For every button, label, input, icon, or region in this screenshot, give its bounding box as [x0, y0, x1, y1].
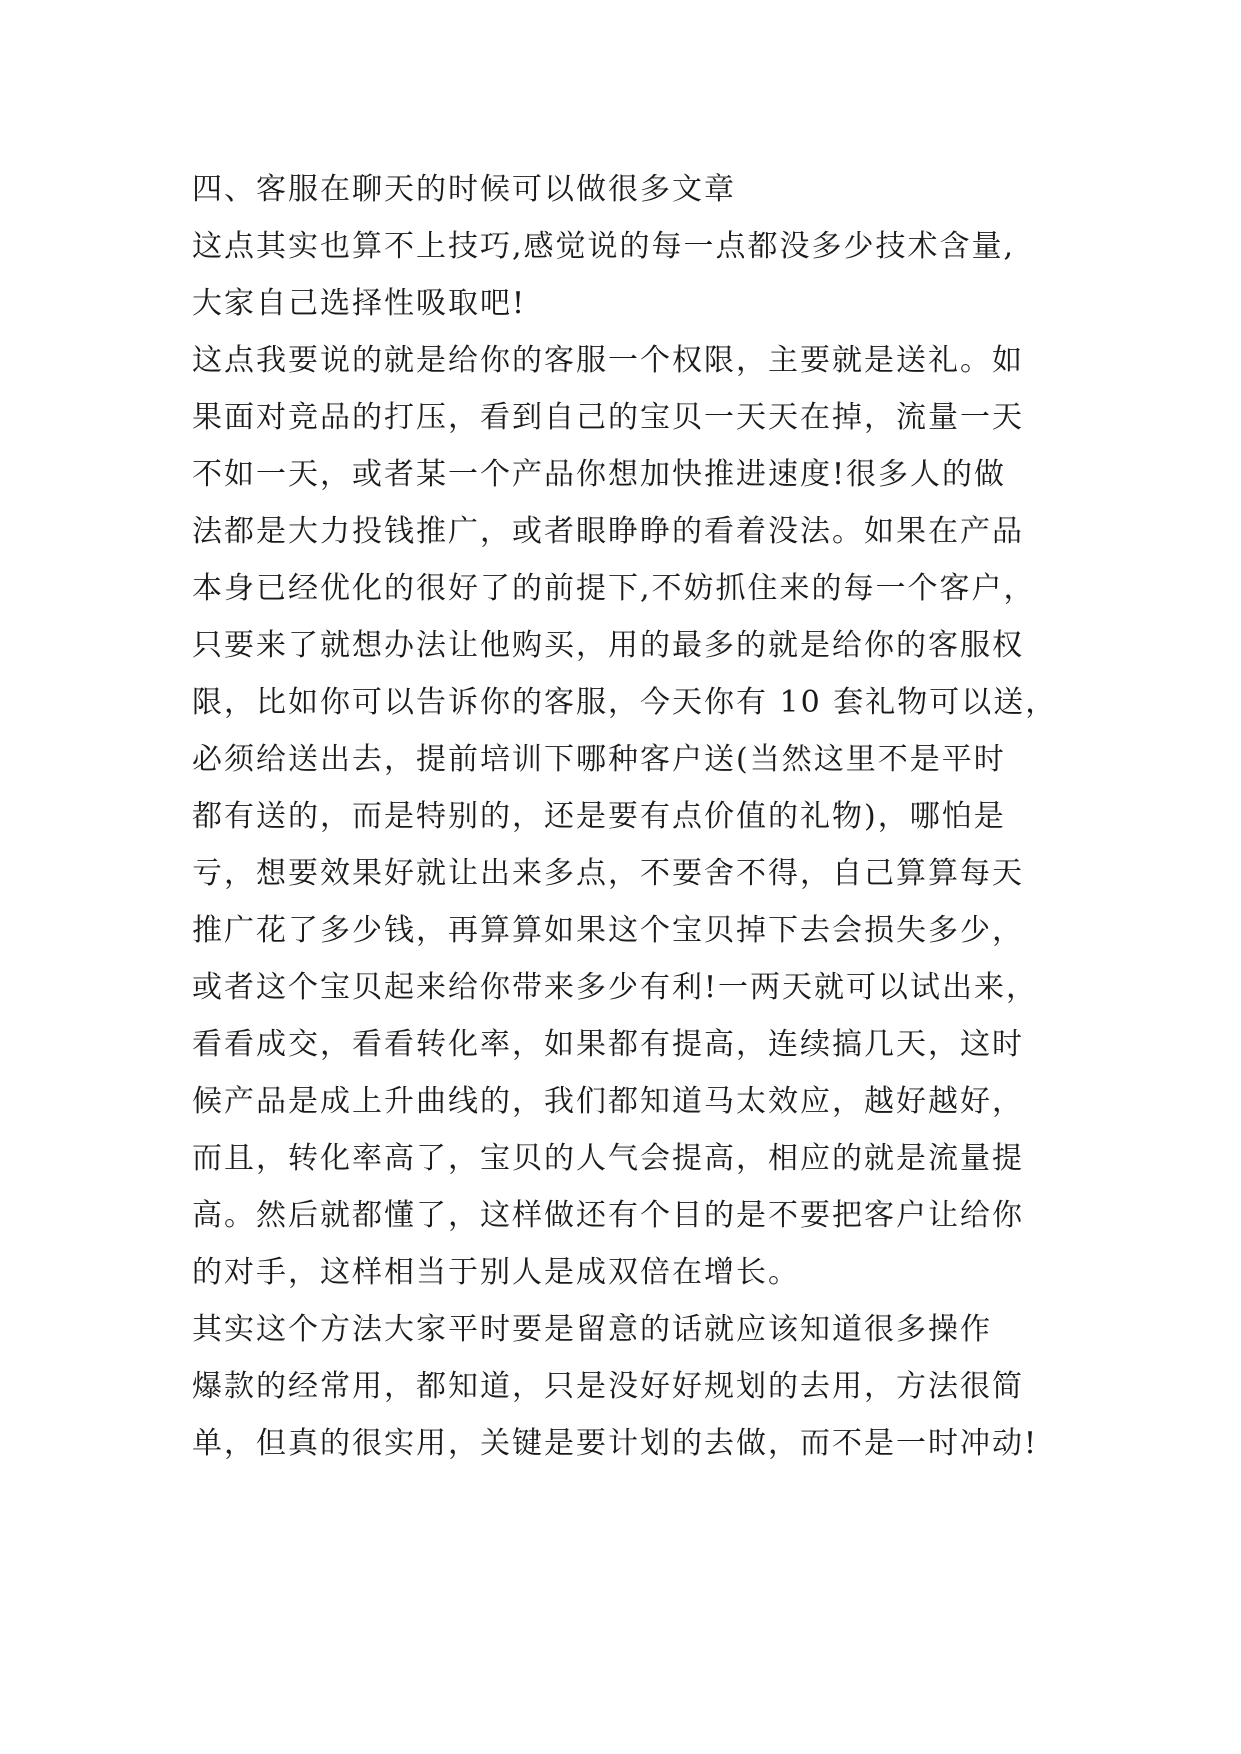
text-line: 候产品是成上升曲线的，我们都知道马太效应，越好越好，: [192, 1084, 1024, 1119]
text-line: 这点其实也算不上技巧,感觉说的每一点都没多少技术含量,: [192, 229, 1016, 264]
text-line: 而且，转化率高了，宝贝的人气会提高，相应的就是流量提: [192, 1141, 1024, 1176]
text-line: 爆款的经常用，都知道，只是没好好规划的去用，方法很简: [192, 1369, 1024, 1404]
text-line: 其实这个方法大家平时要是留意的话就应该知道很多操作: [192, 1312, 992, 1347]
text-line: 不如一天，或者某一个产品你想加快推进速度!很多人的做: [192, 457, 1007, 492]
text-line: 大家自己选择性吸取吧!: [192, 286, 527, 321]
text-line: 果面对竞品的打压，看到自己的宝贝一天天在掉，流量一天: [192, 400, 1024, 435]
text-line: 本身已经优化的很好了的前提下,不妨抓住来的每一个客户，: [192, 571, 1036, 606]
text-line: 必须给送出去，提前培训下哪种客户送(当然这里不是平时: [192, 742, 1006, 777]
document-body: [192, 161, 1072, 1472]
text-line: 看看成交，看看转化率，如果都有提高，连续搞几天，这时: [192, 1027, 1024, 1062]
text-line: 法都是大力投钱推广，或者眼睁睁的看着没法。如果在产品: [192, 514, 1024, 549]
text-line: 单，但真的很实用，关键是要计划的去做，而不是一时冲动!: [192, 1426, 1039, 1461]
text-line: 这点我要说的就是给你的客服一个权限，主要就是送礼。如: [192, 343, 1024, 378]
text-line: 限，比如你可以告诉你的客服，今天你有 10 套礼物可以送，: [192, 685, 1058, 720]
text-line: 推广花了多少钱，再算算如果这个宝贝掉下去会损失多少，: [192, 913, 1024, 948]
section-heading: 四、客服在聊天的时候可以做很多文章: [192, 172, 736, 207]
text-line: 只要来了就想办法让他购买，用的最多的就是给你的客服权: [192, 628, 1024, 663]
text-line: 或者这个宝贝起来给你带来多少有利!一两天就可以试出来，: [192, 970, 1039, 1005]
text-line: 都有送的，而是特别的，还是要有点价值的礼物)，哪怕是: [192, 799, 1006, 834]
text-line: 的对手，这样相当于别人是成双倍在增长。: [192, 1255, 800, 1290]
text-line: 高。然后就都懂了，这样做还有个目的是不要把客户让给你: [192, 1198, 1024, 1233]
text-line: 亏，想要效果好就让出来多点，不要舍不得，自己算算每天: [192, 856, 1024, 891]
